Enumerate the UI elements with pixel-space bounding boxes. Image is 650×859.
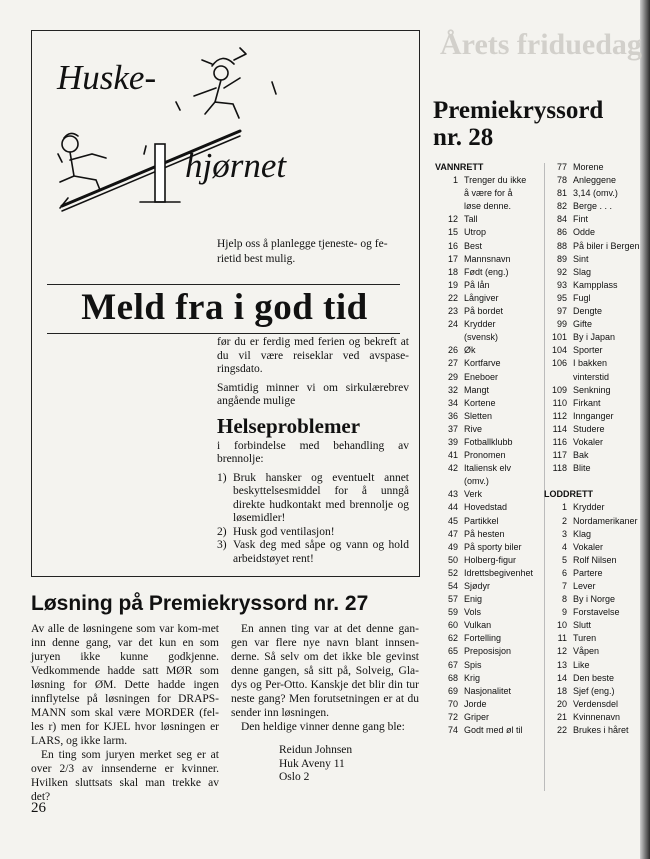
clue-text: Kortene	[464, 397, 496, 408]
clue-text: Morene	[573, 162, 604, 172]
box-para2: Samtidig minner vi om sirkulærebrev angående mulige	[217, 381, 409, 407]
clue-number: 109	[551, 384, 567, 395]
clue-text: Italiensk elv	[464, 463, 512, 474]
clue-row	[435, 475, 533, 488]
clue-row	[435, 292, 533, 305]
clue-number: 37	[447, 423, 458, 434]
clue-text: Rolf Nilsen	[573, 554, 617, 565]
clue-row	[544, 593, 640, 606]
clue-row	[544, 672, 640, 685]
clue-number	[435, 475, 464, 488]
clue-number: 110	[552, 397, 567, 408]
clue-number: 21	[556, 711, 567, 722]
clue-text: løse denne.	[464, 201, 512, 212]
clue-row	[544, 200, 640, 213]
clue-text: Best	[464, 240, 483, 251]
clue-row	[544, 213, 640, 226]
clue-text: Spis	[464, 659, 482, 670]
clue-section-heading: LODDRETT	[544, 489, 593, 500]
clue-row	[544, 318, 640, 331]
clue-number: 43	[447, 489, 458, 500]
clue-row	[544, 371, 640, 384]
clue-row	[435, 528, 533, 541]
clue-number: 42	[447, 463, 458, 474]
clue-text: På lån	[464, 279, 490, 290]
clue-number: 45	[447, 515, 458, 526]
clue-text: Nasjonalitet	[464, 685, 512, 696]
clue-text: Anleggene	[573, 175, 617, 186]
clue-row	[435, 279, 533, 292]
clue-number	[544, 371, 573, 384]
clue-number: 116	[552, 436, 567, 447]
clue-text: Godt med øl til	[464, 725, 523, 736]
clue-text: Sletten	[464, 410, 493, 421]
clue-number: 6	[561, 567, 567, 578]
clue-row	[435, 672, 533, 685]
clue-row	[544, 606, 640, 619]
clue-text: Gifte	[573, 319, 593, 330]
clue-row	[435, 397, 533, 410]
clue-number: 32	[447, 384, 458, 395]
clue-text: Krig	[464, 672, 481, 683]
clue-text: Vokaler	[573, 436, 604, 447]
list-item	[217, 539, 409, 566]
clue-row	[544, 187, 640, 200]
solution-right-para2: Den heldige vinner denne gang ble:	[241, 721, 405, 733]
crossword-title-line2: nr. 28	[433, 124, 494, 151]
clue-row	[435, 541, 533, 554]
clue-text: Født (eng.)	[464, 266, 509, 277]
clue-row	[435, 384, 533, 397]
clue-row	[435, 501, 533, 514]
clue-number: 24	[447, 319, 458, 330]
clue-row	[435, 371, 533, 384]
list-item-number: 3)	[217, 539, 227, 551]
clue-text: På biler i Bergen	[573, 240, 640, 251]
clue-row	[544, 528, 640, 541]
clue-row	[544, 515, 640, 528]
clue-row	[544, 659, 640, 672]
solution-title: Løsning på Premiekryssord nr. 27	[31, 592, 369, 615]
clue-row	[544, 567, 640, 580]
clue-row	[435, 318, 533, 331]
clue-number: 88	[556, 240, 567, 251]
clue-number: 68	[447, 672, 458, 683]
solution-right-para1: En annen ting var at det denne gan-gen var flere nye navn blant innsen-derne. Så selv om det ikke ble gevinst denne gangen, så sitt på, Solveig, Gla-dys og Per-Otto. Kanskje det blir din tur neste gang? Men forutsetningen er at du sender inn løsningen.	[231, 623, 419, 719]
clue-row	[435, 344, 533, 357]
clue-row	[435, 685, 533, 698]
clue-text: I bakken	[573, 358, 608, 369]
clue-row	[435, 449, 533, 462]
clue-text: Sporter	[573, 345, 603, 356]
clue-number: 17	[447, 253, 458, 264]
list-item-text: Husk god ventilasjon!	[233, 525, 335, 538]
clue-text: Enig	[464, 594, 483, 605]
clue-row	[435, 240, 533, 253]
clue-text: Idrettsbegivenhet	[464, 567, 534, 578]
winner-name: Reidun Johnsen	[279, 744, 353, 756]
box-para3: i forbindelse med behandling av brennolje:	[217, 439, 409, 465]
clue-text: Vokaler	[573, 541, 604, 552]
clue-text: Turen	[573, 633, 597, 644]
clue-number: 36	[447, 410, 458, 421]
clue-text: På hesten	[464, 528, 505, 539]
clue-row	[435, 226, 533, 239]
clue-text: Bak	[573, 450, 589, 461]
clue-row	[435, 488, 533, 501]
solution-right-column	[231, 622, 419, 785]
clue-text: Vulkan	[464, 620, 492, 631]
clue-number: 101	[551, 332, 567, 343]
clue-number: 54	[447, 581, 458, 591]
clue-text: (svensk)	[464, 332, 499, 343]
clue-text: Pronomen	[464, 450, 506, 461]
list-item	[217, 526, 409, 540]
clue-number: 104	[551, 345, 567, 356]
clue-number: 70	[447, 698, 458, 709]
clue-number: 29	[447, 371, 458, 382]
clue-row	[435, 462, 533, 475]
clue-text: Partere	[573, 567, 603, 578]
clue-row	[435, 593, 533, 606]
clue-text: Krydder	[573, 502, 605, 513]
clue-text: Eneboer	[464, 371, 499, 382]
clue-number: 18	[556, 685, 567, 696]
clue-text: Øk	[464, 345, 476, 356]
clue-number: 59	[447, 607, 458, 618]
clue-number: 117	[552, 450, 567, 461]
winner-address	[231, 744, 419, 785]
clue-row	[435, 698, 533, 711]
clues-column-1	[435, 161, 533, 737]
clue-row	[435, 632, 533, 645]
clue-text: Senkning	[573, 384, 611, 395]
clue-number: 19	[447, 279, 458, 290]
headline-rule-top	[47, 284, 400, 285]
clue-number: 106	[551, 358, 567, 369]
clue-number: 1	[561, 502, 567, 513]
box-headline: Meld fra i god tid	[81, 287, 368, 328]
clue-text: By i Norge	[573, 594, 616, 605]
list-item-number: 1)	[217, 471, 227, 484]
clue-row	[435, 200, 533, 213]
clue-number: 60	[447, 620, 458, 631]
background-bleed-heading: Årets friduedag	[440, 28, 642, 61]
clue-row	[544, 384, 640, 397]
clue-number: 3	[561, 528, 567, 539]
clue-text: Verdensdel	[573, 698, 619, 709]
clue-text: Holberg-figur	[464, 554, 517, 565]
clue-number: 22	[556, 725, 567, 736]
clue-text: Berge . . .	[573, 201, 613, 212]
clue-text: Kvinnenavn	[573, 711, 621, 722]
clue-text: Sjef (eng.)	[573, 685, 615, 696]
clue-row	[544, 161, 640, 174]
clue-row	[544, 331, 640, 344]
clue-text: Fotballklubb	[464, 436, 513, 447]
clue-number: 13	[556, 659, 567, 670]
clue-row	[435, 567, 533, 580]
clue-number: 22	[447, 292, 458, 303]
clue-text: 3,14 (omv.)	[573, 188, 618, 199]
clue-number: 26	[447, 345, 458, 356]
box-title-line1: Huske-	[57, 58, 157, 97]
list-item	[217, 472, 409, 526]
health-list	[217, 472, 409, 567]
headline-rule-bottom	[47, 333, 400, 334]
clue-text: Våpen	[573, 646, 600, 657]
clue-text: Hovedstad	[464, 502, 508, 513]
clue-text: Verk	[464, 489, 483, 500]
clue-row	[544, 174, 640, 187]
clue-number: 2	[561, 515, 567, 526]
clue-number: 114	[552, 423, 567, 434]
clue-row	[544, 344, 640, 357]
clue-number: 52	[447, 567, 458, 578]
clue-row	[435, 580, 533, 593]
clue-text: Tall	[464, 214, 478, 225]
clue-text: Fint	[573, 214, 589, 225]
clue-row	[435, 357, 533, 370]
clue-number: 118	[552, 463, 567, 474]
clue-number: 84	[556, 214, 567, 225]
clue-text: Utrop	[464, 227, 487, 238]
clue-number: 81	[556, 188, 567, 199]
clue-text: Griper	[464, 711, 490, 722]
clue-row	[544, 226, 640, 239]
clue-number	[435, 187, 464, 200]
list-item-text: Bruk hansker og eventuelt annet beskyttelsesmiddel for å unngå direkte hudkontakt med brennolje og løsemidler!	[233, 471, 409, 524]
clue-number: 20	[556, 698, 567, 709]
clue-number: 72	[447, 711, 458, 722]
clue-row	[544, 724, 640, 737]
clue-number: 18	[447, 266, 458, 277]
clue-text: Blite	[573, 463, 591, 474]
clue-row	[544, 501, 640, 514]
clue-row	[544, 279, 640, 292]
clue-row	[435, 266, 533, 279]
clue-number: 92	[556, 266, 567, 277]
clue-text: Långiver	[464, 292, 499, 303]
clue-number: 74	[447, 725, 458, 736]
clue-row	[544, 580, 640, 593]
box-intro: Hjelp oss å planlegge tjeneste- og fe-rietid best mulig.	[217, 238, 388, 265]
clue-text: Vols	[464, 607, 482, 618]
clue-number: 86	[556, 227, 567, 238]
clues-column-2	[544, 161, 640, 737]
clue-text: Odde	[573, 227, 596, 238]
clue-number	[435, 200, 464, 213]
clue-text: Firkant	[573, 397, 601, 408]
winner-street: Huk Aveny 11	[279, 757, 345, 770]
clue-row	[544, 632, 640, 645]
clue-row	[544, 449, 640, 462]
clue-number: 15	[447, 227, 458, 238]
clue-text: Den beste	[573, 672, 615, 683]
solution-left-para1: Av alle de løsningene som var kom-met inn denne gang, var det kun en som juryen ikke kunne godkjenne. Vedkommende hadde satt MØR som løsning for ØM. Dette hadde ingen innflytelse på løsningen for DRAPS-MANN som skal være MORDER (fel-les r) men for KJEL hvor løsningen er LARS, og ikke larm.	[31, 623, 219, 747]
clue-number: 65	[447, 646, 458, 657]
clue-number: 49	[447, 541, 458, 552]
clue-row	[544, 475, 640, 488]
clue-row	[544, 397, 640, 410]
clue-number: 78	[556, 175, 567, 186]
clue-number: 7	[561, 581, 567, 591]
clue-number: 4	[561, 541, 567, 552]
clue-number: 97	[556, 306, 567, 317]
clue-number	[435, 331, 464, 344]
box-subhead: Helseproblemer	[217, 413, 361, 438]
clue-text: Nordamerikaner	[573, 515, 638, 526]
clue-text: (omv.)	[464, 476, 489, 487]
clue-text: Mannsnavn	[464, 253, 511, 264]
winner-city: Oslo 2	[279, 771, 310, 783]
clue-number: 67	[447, 659, 458, 670]
clue-text: Trenger du ikke	[464, 175, 527, 186]
clue-row	[435, 554, 533, 567]
clue-text: Slag	[573, 266, 592, 277]
clue-text: Klag	[573, 528, 592, 539]
clue-text: På bordet	[464, 306, 504, 317]
clue-number: 12	[556, 646, 567, 657]
clue-number: 9	[561, 607, 567, 618]
clue-row	[544, 253, 640, 266]
clue-row	[544, 292, 640, 305]
clue-row	[544, 410, 640, 423]
clue-number: 47	[447, 528, 458, 539]
clue-number: 1	[452, 175, 458, 186]
clue-number: 44	[447, 502, 458, 513]
clue-text: Sint	[573, 253, 589, 264]
clue-number: 16	[447, 240, 458, 251]
clue-row	[435, 724, 533, 737]
clue-row	[435, 305, 533, 318]
box-para1: før du er ferdig med ferien og bekreft at du vil være reiseklar ved avspase-ringsdato.	[217, 336, 409, 375]
clue-text: På sporty biler	[464, 541, 522, 552]
clue-number: 89	[556, 253, 567, 264]
clue-number: 12	[447, 214, 458, 225]
clue-text: Fortelling	[464, 633, 502, 644]
clue-row	[435, 174, 533, 187]
clue-row	[544, 436, 640, 449]
clue-text: By i Japan	[573, 332, 616, 343]
clue-text: Dengte	[573, 306, 603, 317]
clue-number: 112	[552, 410, 567, 421]
clue-row	[544, 554, 640, 567]
clue-number: 11	[557, 633, 567, 644]
page-number: 26	[31, 800, 46, 816]
clue-row	[435, 253, 533, 266]
clue-row	[544, 240, 640, 253]
clue-row	[435, 619, 533, 632]
clue-row	[435, 711, 533, 724]
clue-row	[435, 659, 533, 672]
clue-number: 82	[556, 201, 567, 212]
clue-row	[544, 711, 640, 724]
clue-text: vinterstid	[573, 371, 610, 382]
clue-row	[544, 423, 640, 436]
clue-row	[435, 606, 533, 619]
clue-row	[435, 410, 533, 423]
clue-number: 8	[561, 594, 567, 605]
clue-number: 57	[447, 594, 458, 605]
clue-text: Innganger	[573, 410, 614, 421]
clue-section-heading: VANNRETT	[435, 162, 484, 172]
clue-number: 34	[447, 397, 458, 408]
clue-text: Jorde	[464, 698, 487, 709]
clue-text: Sjødyr	[464, 581, 491, 591]
clue-number: 69	[447, 685, 458, 696]
clue-number: 50	[447, 554, 458, 565]
clue-row	[435, 423, 533, 436]
list-item-text: Vask deg med såpe og vann og hold arbeidstøyet rent!	[233, 539, 409, 565]
clue-text: Kampplass	[573, 279, 618, 290]
clue-number	[544, 475, 573, 488]
clue-number: 95	[556, 292, 567, 303]
clue-row	[544, 305, 640, 318]
clue-text: Mangt	[464, 384, 490, 395]
clue-text: Rive	[464, 423, 483, 434]
clue-text: Fugl	[573, 292, 591, 303]
clue-text: Brukes i håret	[573, 725, 629, 736]
clue-number: 62	[447, 633, 458, 644]
crossword-title-line1: Premiekryssord	[433, 97, 604, 124]
clue-row	[435, 515, 533, 528]
clue-number: 41	[447, 450, 458, 461]
clue-row	[544, 266, 640, 279]
solution-left-column	[31, 622, 219, 804]
clue-number: 39	[447, 436, 458, 447]
clue-number: 93	[556, 279, 567, 290]
clue-number: 99	[556, 319, 567, 330]
clue-text: Like	[573, 659, 590, 670]
crossword-title	[433, 97, 603, 151]
clue-row	[544, 698, 640, 711]
clue-text: Preposisjon	[464, 646, 512, 657]
clue-text: Kortfarve	[464, 358, 501, 369]
clue-number: 27	[447, 358, 458, 369]
clue-number: 5	[561, 554, 567, 565]
clue-row	[544, 685, 640, 698]
clue-row	[435, 331, 533, 344]
solution-left-para2: En ting som juryen merket seg er at over 2/3 av innsenderne er kvinner. Hvilken sluttsats skal man trekke av det?	[31, 749, 219, 803]
clue-row	[544, 619, 640, 632]
clue-text: Slutt	[573, 620, 592, 631]
clue-row	[435, 187, 533, 200]
clue-number: 77	[556, 162, 567, 172]
clue-row	[544, 645, 640, 658]
clue-number: 10	[556, 620, 567, 631]
clue-number: 23	[447, 306, 458, 317]
clue-number: 14	[556, 672, 567, 683]
clue-row	[544, 462, 640, 475]
clue-text: Forstavelse	[573, 607, 620, 618]
clue-text: Krydder	[464, 319, 496, 330]
clue-row	[544, 357, 640, 370]
clue-row	[544, 541, 640, 554]
clue-text: Studere	[573, 423, 605, 434]
clue-row	[435, 436, 533, 449]
clue-text: å være for å	[464, 188, 513, 199]
clue-text: Partikkel	[464, 515, 499, 526]
box-title-line2: hjørnet	[185, 146, 287, 185]
clue-row	[435, 645, 533, 658]
list-item-number: 2)	[217, 525, 227, 538]
clue-row	[435, 213, 533, 226]
box-body	[217, 336, 409, 566]
page-edge-shadow	[640, 0, 650, 859]
clue-text: Lever	[573, 581, 596, 591]
